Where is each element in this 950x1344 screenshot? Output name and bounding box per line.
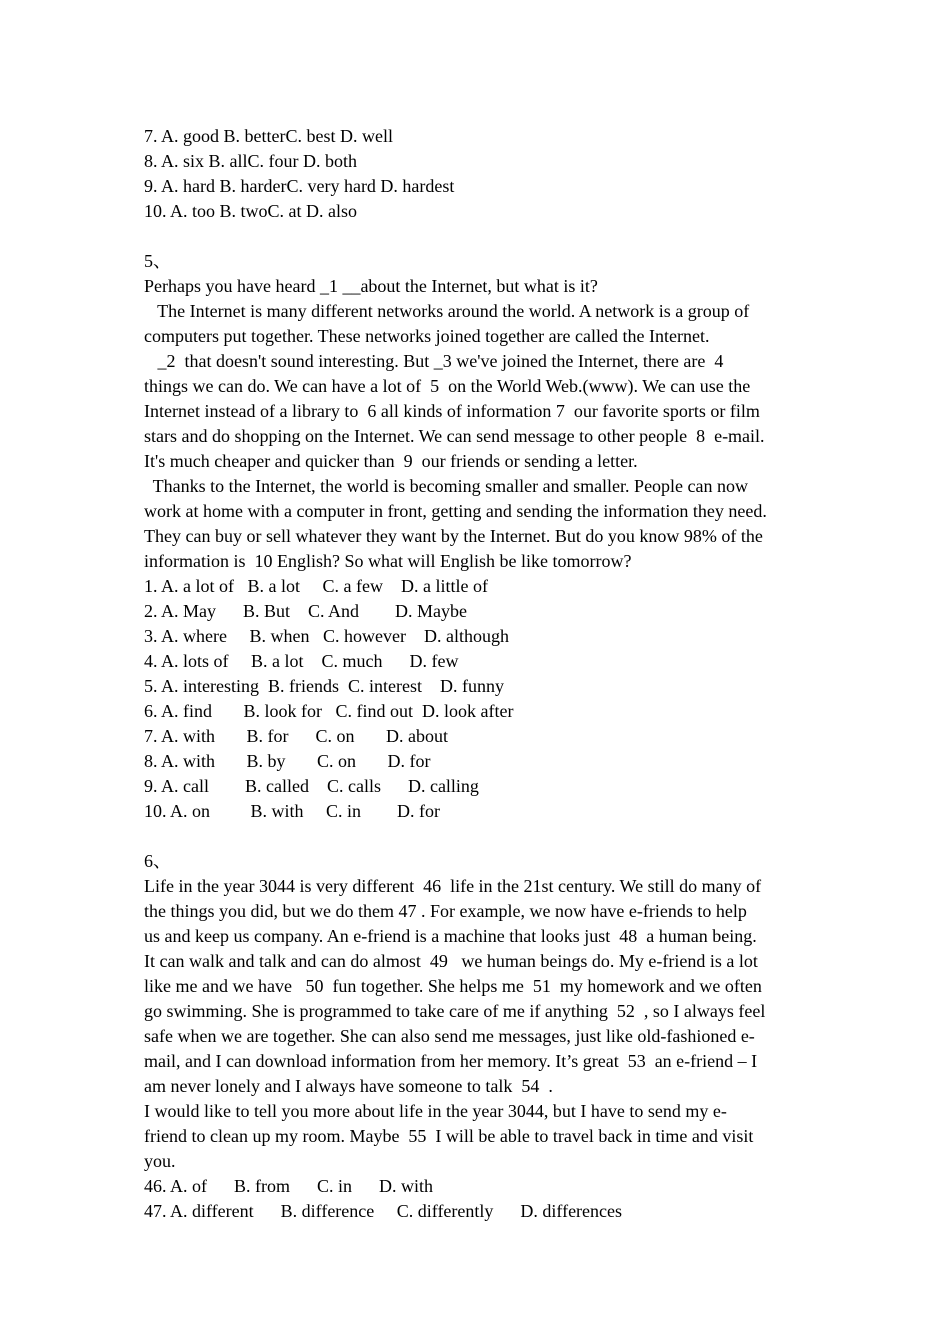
section-5-number: 5、 bbox=[144, 251, 171, 271]
passage-line: It's much cheaper and quicker than 9 our friends or sending a letter. bbox=[144, 451, 638, 471]
question-8-options: 8. A. six B. allC. four D. both bbox=[144, 151, 358, 171]
option-line: 5. A. interesting B. friends C. interest D. funny bbox=[144, 676, 504, 696]
passage-line: I would like to tell you more about life in the year 3044, but I have to send my e- bbox=[144, 1101, 727, 1121]
option-line: 6. A. find B. look for C. find out D. look after bbox=[144, 701, 514, 721]
option-line: 10. A. on B. with C. in D. for bbox=[144, 801, 441, 821]
option-line: 4. A. lots of B. a lot C. much D. few bbox=[144, 651, 459, 671]
question-9-options: 9. A. hard B. harderC. very hard D. hardest bbox=[144, 176, 455, 196]
passage-line: you. bbox=[144, 1151, 176, 1171]
section-6-number: 6、 bbox=[144, 851, 171, 871]
option-line: 3. A. where B. when C. however D. although bbox=[144, 626, 509, 646]
passage-line: Thanks to the Internet, the world is becoming smaller and smaller. People can now bbox=[144, 476, 749, 496]
option-line: 8. A. with B. by C. on D. for bbox=[144, 751, 431, 771]
passage-line: _2 that doesn't sound interesting. But _3 we've joined the Internet, there are 4 bbox=[144, 351, 724, 371]
question-10-options: 10. A. too B. twoC. at D. also bbox=[144, 201, 358, 221]
passage-line: Perhaps you have heard _1 __about the Internet, but what is it? bbox=[144, 276, 598, 296]
passage-line: The Internet is many different networks around the world. A network is a group of bbox=[144, 301, 750, 321]
passage-line: Internet instead of a library to 6 all kinds of information 7 our favorite sports or film bbox=[144, 401, 760, 421]
option-line: 1. A. a lot of B. a lot C. a few D. a little of bbox=[144, 576, 488, 596]
passage-line: computers put together. These networks joined together are called the Internet. bbox=[144, 326, 710, 346]
passage-line: things we can do. We can have a lot of 5 on the World Web.(www). We can use the bbox=[144, 376, 751, 396]
passage-line: They can buy or sell whatever they want by the Internet. But do you know 98% of the bbox=[144, 526, 763, 546]
passage-line: the things you did, but we do them 47 . For example, we now have e-friends to help bbox=[144, 901, 747, 921]
option-line: 47. A. different B. difference C. differently D. differences bbox=[144, 1201, 623, 1221]
passage-line: stars and do shopping on the Internet. We can send message to other people 8 e-mail. bbox=[144, 426, 765, 446]
passage-line: information is 10 English? So what will English be like tomorrow? bbox=[144, 551, 632, 571]
spacer bbox=[144, 824, 814, 849]
passage-line: friend to clean up my room. Maybe 55 I will be able to travel back in time and visit bbox=[144, 1126, 754, 1146]
passage-line: work at home with a computer in front, getting and sending the information they need. bbox=[144, 501, 767, 521]
option-line: 2. A. May B. But C. And D. Maybe bbox=[144, 601, 468, 621]
option-line: 46. A. of B. from C. in D. with bbox=[144, 1176, 434, 1196]
passage-line: safe when we are together. She can also send me messages, just like old-fashioned e- bbox=[144, 1026, 755, 1046]
passage-line: It can walk and talk and can do almost 49 we human beings do. My e-friend is a lot bbox=[144, 951, 758, 971]
question-7-options: 7. A. good B. betterC. best D. well bbox=[144, 126, 393, 146]
passage-line: go swimming. She is programmed to take care of me if anything 52 , so I always feel bbox=[144, 1001, 766, 1021]
option-line: 7. A. with B. for C. on D. about bbox=[144, 726, 448, 746]
passage-line: like me and we have 50 fun together. She helps me 51 my homework and we often bbox=[144, 976, 762, 996]
spacer bbox=[144, 224, 814, 249]
passage-line: mail, and I can download information from her memory. It’s great 53 an e-friend – I bbox=[144, 1051, 758, 1071]
passage-line: us and keep us company. An e-friend is a machine that looks just 48 a human being. bbox=[144, 926, 757, 946]
document-page bbox=[144, 124, 814, 1224]
passage-line: Life in the year 3044 is very different 46 life in the 21st century. We still do many of bbox=[144, 876, 762, 896]
option-line: 9. A. call B. called C. calls D. calling bbox=[144, 776, 479, 796]
passage-line: am never lonely and I always have someone to talk 54 . bbox=[144, 1076, 553, 1096]
